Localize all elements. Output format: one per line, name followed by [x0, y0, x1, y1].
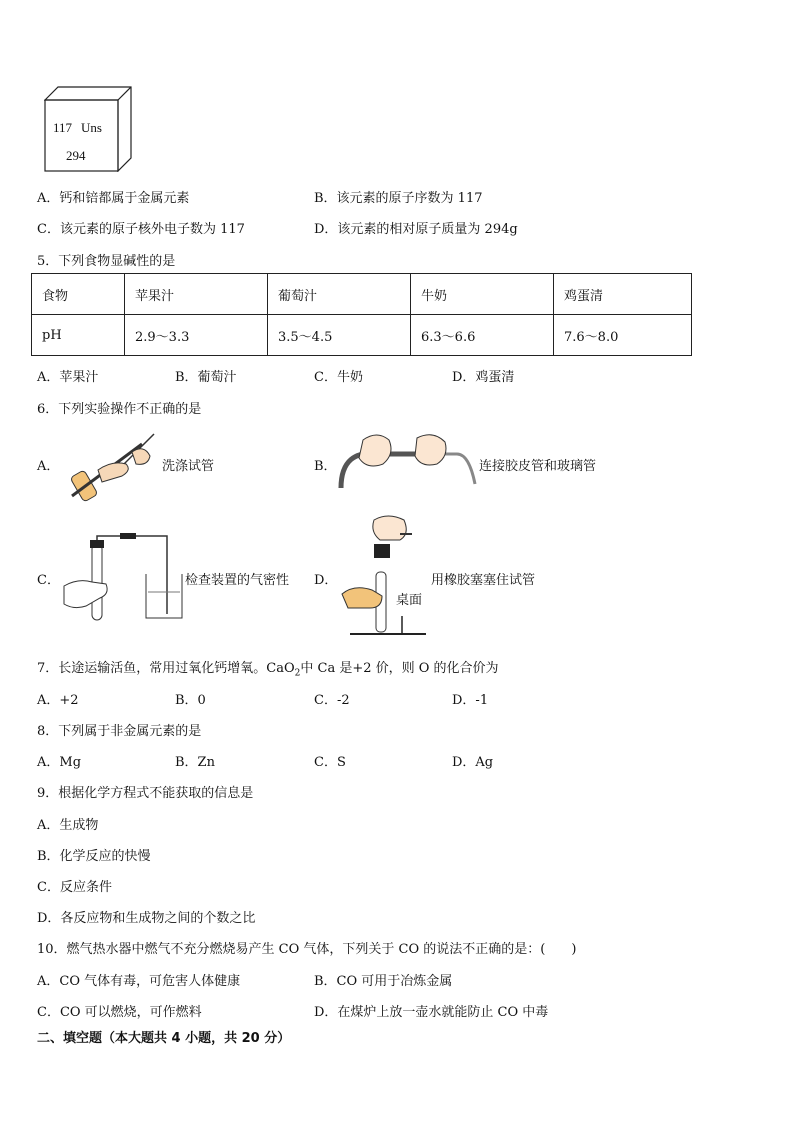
q7-option-a: A．+2 [37, 693, 79, 708]
q8-option-d: D．Ag [452, 755, 494, 770]
q9-option-a: A．生成物 [37, 818, 99, 833]
q8-stem: 8．下列属于非金属元素的是 [37, 724, 202, 739]
table-cell: 3.5～4.5 [268, 315, 411, 356]
atomic-number: 117 [53, 120, 73, 135]
q5-option-d: D．鸡蛋清 [452, 370, 515, 385]
q8-option-c: C．S [314, 755, 346, 770]
q9-option-b: B．化学反应的快慢 [37, 849, 151, 864]
q9-option-c: C．反应条件 [37, 880, 112, 895]
table-cell: 7.6～8.0 [554, 315, 692, 356]
q9-option-d: D．各反应物和生成物之间的个数之比 [37, 911, 256, 926]
q5-option-a: A．苹果汁 [37, 370, 99, 385]
table-header-cell: 苹果汁 [125, 274, 268, 315]
q4-option-b: B．该元素的原子序数为 117 [314, 191, 483, 206]
q5-option-c: C．牛奶 [314, 370, 363, 385]
table-header-cell: 牛奶 [411, 274, 554, 315]
q6-b-label: 连接胶皮管和玻璃管 [479, 459, 597, 474]
element-symbol: Uns [81, 120, 102, 135]
q7-option-d: D．-1 [452, 693, 489, 708]
q10-option-a: A．CO 气体有毒，可危害人体健康 [37, 974, 241, 989]
stopper-test-tube-figure-icon [340, 514, 430, 640]
wash-test-tube-figure-icon [62, 430, 162, 502]
q6-c-label: 检查装置的气密性 [185, 573, 290, 588]
q10-option-d: D．在煤炉上放一壶水就能防止 CO 中毒 [314, 1005, 549, 1020]
q5-option-b: B．葡萄汁 [175, 370, 237, 385]
q6-d-letter: D． [314, 573, 338, 588]
q7-option-c: C．-2 [314, 693, 350, 708]
q7-stem-post: 中 Ca 是+2 价，则 O 的化合价为 [300, 661, 499, 676]
q8-option-a: A．Mg [37, 755, 82, 770]
q8-option-b: B．Zn [175, 755, 215, 770]
q10-stem: 10．燃气热水器中燃气不充分燃烧易产生 CO 气体，下列关于 CO 的说法不正确的是：( ) [37, 942, 577, 957]
table-row [32, 274, 692, 315]
q6-b-letter: B． [314, 459, 337, 474]
table-row [32, 315, 692, 356]
q6-d-desk-label: 桌面 [396, 593, 423, 608]
table-header-cell: 葡萄汁 [268, 274, 411, 315]
table-header-cell: 鸡蛋清 [554, 274, 692, 315]
q6-c-letter: C． [37, 573, 60, 588]
q6-a-label: 洗涤试管 [162, 459, 215, 474]
q10-option-c: C．CO 可以燃烧，可作燃料 [37, 1005, 202, 1020]
q6-a-letter: A． [37, 459, 60, 474]
q4-option-a: A．钙和锫都属于金属元素 [37, 191, 190, 206]
connect-rubber-tube-figure-icon [337, 428, 479, 492]
table-cell: 6.3～6.6 [411, 315, 554, 356]
q9-stem: 9．根据化学方程式不能获取的信息是 [37, 786, 254, 801]
atomic-mass: 294 [66, 148, 86, 163]
table-cell: pH [32, 315, 125, 356]
element-card [44, 86, 132, 172]
section-2-title: 二、填空题（本大题共 4 小题，共 20 分） [37, 1031, 291, 1046]
q4-option-d: D．该元素的相对原子质量为 294g [314, 222, 518, 237]
q6-stem: 6．下列实验操作不正确的是 [37, 402, 202, 417]
airtightness-check-figure-icon [62, 530, 188, 624]
q7-stem-pre: 7．长途运输活鱼，常用过氧化钙增氧。CaO [37, 661, 295, 676]
q4-option-c: C．该元素的原子核外电子数为 117 [37, 222, 245, 237]
q7-stem [37, 657, 499, 679]
q7-stem-sub: 2 [294, 668, 301, 679]
q10-option-b: B．CO 可用于冶炼金属 [314, 974, 453, 989]
q7-option-b: B．0 [175, 693, 206, 708]
q5-stem: 5．下列食物显碱性的是 [37, 254, 176, 269]
ph-table [31, 273, 692, 356]
table-header-cell: 食物 [32, 274, 125, 315]
q6-d-label: 用橡胶塞塞住试管 [431, 573, 536, 588]
table-cell: 2.9～3.3 [125, 315, 268, 356]
